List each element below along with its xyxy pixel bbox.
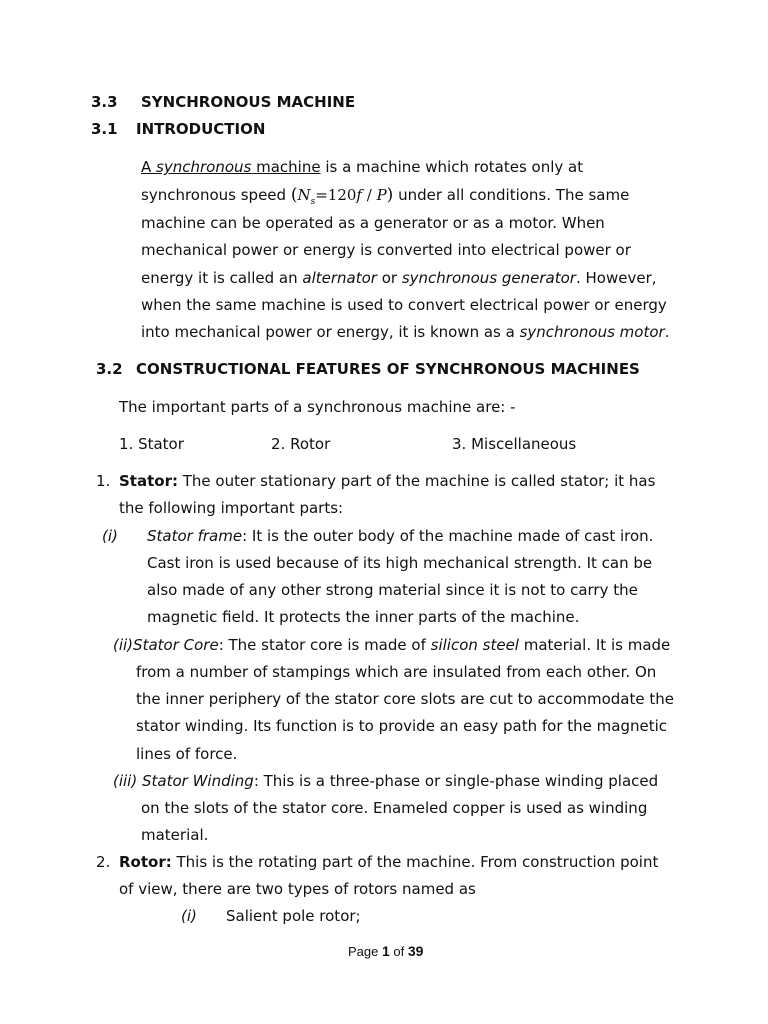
rotor-label: Rotor: — [119, 853, 172, 871]
intro-line-7: into mechanical power or energy, it is known as a synchronous motor. — [141, 323, 670, 341]
part-item-miscellaneous: 3. Miscellaneous — [452, 435, 577, 453]
heading-31-title: INTRODUCTION — [136, 120, 266, 138]
stator-core-marker: (ii) — [113, 636, 134, 654]
rotor-line-1: Rotor: This is the rotating part of the machine. From construction point — [119, 853, 659, 871]
total-pages: 39 — [407, 943, 424, 959]
stator-winding-line-2: on the slots of the stator core. Enameled copper is used as winding — [141, 799, 648, 817]
heading-32-number: 3.2 — [96, 360, 123, 378]
page-number-footer: Page 1 of 39 — [348, 943, 424, 959]
stator-winding-term: Stator Winding — [142, 772, 254, 790]
stator-core-line-2: from a number of stampings which are insulated from each other. On — [136, 663, 657, 681]
intro-line-4: mechanical power or energy is converted into electrical power or — [141, 241, 631, 259]
stator-core-line-3: the inner periphery of the stator core slots are cut to accommodate the — [136, 690, 674, 708]
stator-line-1: Stator: The outer stationary part of the machine is called stator; it has — [119, 472, 656, 490]
synchronous-machine-term: A synchronous machine — [141, 158, 321, 176]
part-item-rotor: 2. Rotor — [271, 435, 331, 453]
intro-line-3: machine can be operated as a generator or as a motor. When — [141, 214, 605, 232]
rotor-type-1: Salient pole rotor; — [226, 907, 361, 925]
stator-frame-line-3: also made of any other strong material since it is not to carry the — [147, 581, 638, 599]
stator-core-line-4: stator winding. Its function is to provide an easy path for the magnetic — [136, 717, 668, 735]
intro-line-2: synchronous speed $(N_s=120f / P)$ under all conditions. The same — [141, 185, 630, 207]
intro-line-6: when the same machine is used to convert electrical power or energy — [141, 296, 667, 314]
stator-frame-line-2: Cast iron is used because of its high mechanical strength. It can be — [147, 554, 653, 572]
stator-label: Stator: — [119, 472, 178, 490]
rotor-line-2: of view, there are two types of rotors named as — [119, 880, 476, 898]
stator-core-line-5: lines of force. — [136, 745, 238, 763]
stator-frame-term: Stator frame — [147, 527, 243, 545]
heading-32-title: CONSTRUCTIONAL FEATURES OF SYNCHRONOUS MACHINES — [136, 360, 640, 378]
stator-number: 1. — [96, 472, 111, 490]
rotor-type-1-marker: (i) — [181, 907, 197, 925]
stator-frame-line-1: Stator frame: It is the outer body of the machine made of cast iron. — [147, 527, 654, 545]
synchronous-speed-formula: $(N_s=120f / P)$ — [290, 185, 394, 207]
stator-winding-line-1: (iii) Stator Winding: This is a three-phase or single-phase winding placed — [113, 772, 659, 790]
stator-line-2: the following important parts: — [119, 499, 344, 517]
heading-33-title: SYNCHRONOUS MACHINE — [141, 93, 356, 111]
rotor-number: 2. — [96, 853, 111, 871]
stator-core-line-1: (ii)Stator Core: The stator core is made of silicon steel material. It is made — [113, 636, 671, 654]
intro-line-1: A synchronous machine is a machine which rotates only at — [141, 158, 584, 176]
stator-winding-line-3: material. — [141, 826, 209, 844]
parts-intro: The important parts of a synchronous machine are: - — [119, 398, 516, 416]
heading-31-number: 3.1 — [91, 120, 118, 138]
stator-core-term: Stator Core — [133, 636, 219, 654]
current-page-number: 1 — [381, 943, 390, 959]
part-item-stator: 1. Stator — [119, 435, 184, 453]
heading-33-number: 3.3 — [91, 93, 118, 111]
stator-winding-marker: (iii) — [113, 772, 138, 790]
intro-line-5: energy it is called an alternator or synchronous generator. However, — [141, 269, 657, 287]
stator-frame-line-4: magnetic field. It protects the inner parts of the machine. — [147, 608, 580, 626]
stator-frame-marker: (i) — [102, 527, 118, 545]
